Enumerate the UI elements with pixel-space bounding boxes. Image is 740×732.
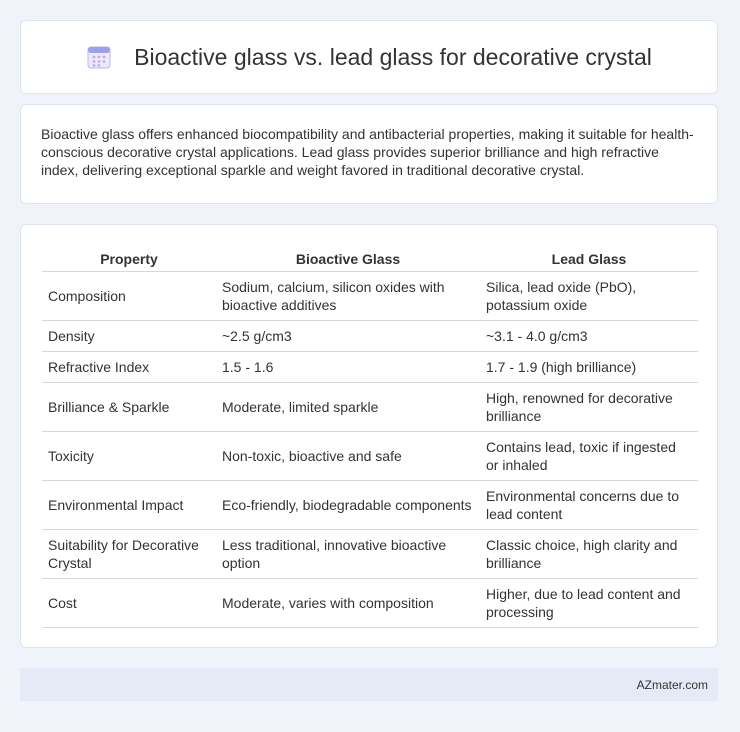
- bioactive-cell: 1.5 - 1.6: [216, 352, 480, 383]
- lead-cell: ~3.1 - 4.0 g/cm3: [480, 321, 698, 352]
- table-row: [42, 321, 698, 352]
- table-row: [42, 272, 698, 321]
- property-cell: Cost: [42, 579, 216, 628]
- property-cell: Composition: [42, 272, 216, 321]
- lead-cell: High, renowned for decorative brilliance: [480, 383, 698, 432]
- column-header-property: Property: [42, 245, 216, 272]
- lead-cell: 1.7 - 1.9 (high brilliance): [480, 352, 698, 383]
- lead-cell: Higher, due to lead content and processing: [480, 579, 698, 628]
- description-text: Bioactive glass offers enhanced biocompatibility and antibacterial properties, making it suitable for health-conscious decorative crystal applications. Lead glass provides superior brilliance and high refractive index, delivering exceptional sparkle and weight favored in traditional decorative crystal.: [41, 126, 694, 178]
- bioactive-cell: ~2.5 g/cm3: [216, 321, 480, 352]
- property-cell: Suitability for Decorative Crystal: [42, 530, 216, 579]
- table-header-row: [42, 245, 698, 272]
- title-card: [20, 20, 718, 94]
- lead-cell: Classic choice, high clarity and brilliance: [480, 530, 698, 579]
- comparison-table-card: [20, 224, 718, 648]
- comparison-table: [42, 245, 698, 628]
- bioactive-cell: Eco-friendly, biodegradable components: [216, 481, 480, 530]
- footer: [20, 668, 718, 701]
- bioactive-cell: Less traditional, innovative bioactive option: [216, 530, 480, 579]
- property-cell: Environmental Impact: [42, 481, 216, 530]
- footer-brand: AZmater.com: [636, 677, 708, 692]
- table-row: [42, 383, 698, 432]
- table-row: [42, 432, 698, 481]
- property-cell: Toxicity: [42, 432, 216, 481]
- property-cell: Brilliance & Sparkle: [42, 383, 216, 432]
- bioactive-cell: Non-toxic, bioactive and safe: [216, 432, 480, 481]
- lead-cell: Environmental concerns due to lead content: [480, 481, 698, 530]
- property-cell: Density: [42, 321, 216, 352]
- table-row: [42, 352, 698, 383]
- calendar-icon: [86, 44, 112, 70]
- bioactive-cell: Sodium, calcium, silicon oxides with bioactive additives: [216, 272, 480, 321]
- column-header-lead-glass: Lead Glass: [480, 245, 698, 272]
- lead-cell: Silica, lead oxide (PbO), potassium oxide: [480, 272, 698, 321]
- page-title: Bioactive glass vs. lead glass for decorative crystal: [134, 43, 652, 70]
- description-card: [20, 104, 718, 204]
- bioactive-cell: Moderate, limited sparkle: [216, 383, 480, 432]
- table-row: [42, 579, 698, 628]
- lead-cell: Contains lead, toxic if ingested or inhaled: [480, 432, 698, 481]
- column-header-bioactive-glass: Bioactive Glass: [216, 245, 480, 272]
- table-row: [42, 530, 698, 579]
- property-cell: Refractive Index: [42, 352, 216, 383]
- bioactive-cell: Moderate, varies with composition: [216, 579, 480, 628]
- table-row: [42, 481, 698, 530]
